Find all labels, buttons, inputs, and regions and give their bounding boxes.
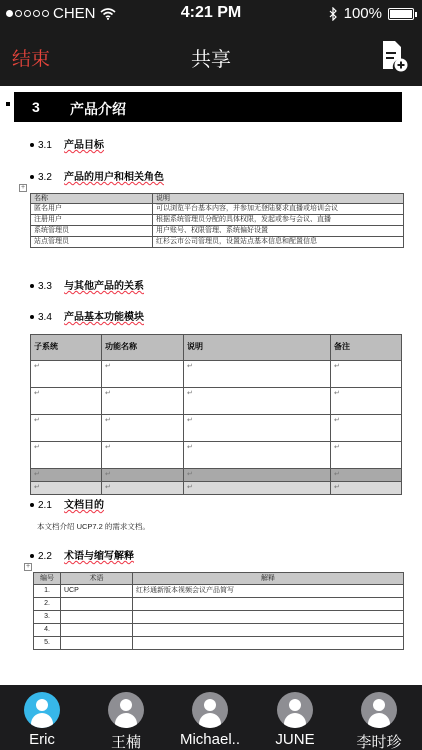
heading-3-2: 3.2 产品的用户和相关角色 xyxy=(30,168,164,183)
table-row xyxy=(31,226,404,237)
battery-percent: 100% xyxy=(343,5,382,22)
table-cell: ↵ xyxy=(331,442,402,469)
table-cell: 2. xyxy=(34,598,61,611)
table-cell: ↵ xyxy=(102,388,184,415)
avatar xyxy=(277,692,313,728)
table-cell: ↵ xyxy=(184,361,331,388)
table-cell xyxy=(133,598,404,611)
avatar xyxy=(108,692,144,728)
table-cell xyxy=(133,637,404,650)
participant-name: 王楠 xyxy=(110,734,141,750)
table-cell: 4. xyxy=(34,624,61,637)
paragraph-mark xyxy=(6,102,10,106)
table-row xyxy=(31,237,404,248)
participant-lishizhen[interactable] xyxy=(337,689,421,749)
table-row xyxy=(34,637,404,650)
table-cell: 系统管理员 xyxy=(31,226,153,237)
participant-name: Eric xyxy=(29,731,55,748)
table-header-row xyxy=(31,194,404,204)
table-row xyxy=(34,611,404,624)
roles-table xyxy=(30,193,404,248)
table-row xyxy=(31,482,402,495)
bluetooth-icon xyxy=(329,7,338,21)
battery-icon xyxy=(388,8,414,20)
column-header: 备注 xyxy=(331,335,402,361)
terms-table xyxy=(33,572,404,650)
table-cell xyxy=(61,598,133,611)
table-row xyxy=(34,624,404,637)
participant-name: Michael.. xyxy=(179,731,241,748)
table-cell: 红杉通新版本视频会议产品简写 xyxy=(133,585,404,598)
bullet xyxy=(30,554,34,558)
table-cell: 1. xyxy=(34,585,61,598)
table-cell: 3. xyxy=(34,611,61,624)
table-cell: ↵ xyxy=(102,442,184,469)
status-bar xyxy=(0,0,422,28)
heading-2-2: 2.2 术语与缩写解释 xyxy=(30,547,134,562)
participant-wangnan[interactable] xyxy=(84,689,168,749)
status-time: 4:21 PM xyxy=(180,4,242,21)
heading-1 xyxy=(14,92,402,122)
table-cell: 注册用户 xyxy=(31,215,153,226)
table-cell xyxy=(61,624,133,637)
table-header-row xyxy=(31,335,402,361)
column-header: 术语 xyxy=(61,573,133,585)
heading-2-1: 2.1 文档目的 xyxy=(30,496,104,511)
table-cell: 匿名用户 xyxy=(31,204,153,215)
participant-eric[interactable] xyxy=(0,689,84,749)
table-cell: 5. xyxy=(34,637,61,650)
table-cell: ↵ xyxy=(184,469,331,482)
participant-june[interactable] xyxy=(253,689,337,749)
carrier-name: CHEN xyxy=(53,5,96,22)
table-move-handle[interactable]: + xyxy=(20,184,26,191)
nav-bar xyxy=(0,28,422,86)
table-cell xyxy=(61,637,133,650)
table-cell: 用户账号、权限管理、系统偏好设置 xyxy=(153,226,404,237)
participants-bar xyxy=(0,685,422,750)
heading-3-3: 3.3 与其他产品的关系 xyxy=(30,277,144,292)
table-cell: ↵ xyxy=(184,482,331,495)
table-cell xyxy=(133,611,404,624)
bullet xyxy=(30,503,34,507)
column-header: 名称 xyxy=(31,194,153,204)
column-header: 功能名称 xyxy=(102,335,184,361)
table-cell: ↵ xyxy=(184,442,331,469)
table-cell: 红杉云市公司管理员，设置站点基本信息和配置信息 xyxy=(153,237,404,248)
heading-1-number: 3 xyxy=(32,99,40,115)
table-cell xyxy=(133,624,404,637)
table-row xyxy=(34,598,404,611)
avatar xyxy=(192,692,228,728)
table-cell: 可以浏览平台基本内容，并参加无登陆要求直播或培训会议 xyxy=(153,204,404,215)
table-cell: ↵ xyxy=(31,361,102,388)
column-header: 子系统 xyxy=(31,335,102,361)
table-row xyxy=(31,469,402,482)
avatar xyxy=(361,692,397,728)
column-header: 说明 xyxy=(153,194,404,204)
table-cell: ↵ xyxy=(31,442,102,469)
table-cell: UCP xyxy=(61,585,133,598)
participant-name: JUNE xyxy=(275,731,315,748)
heading-3-4: 3.4 产品基本功能模块 xyxy=(30,308,144,323)
table-cell xyxy=(61,611,133,624)
bullet xyxy=(30,175,34,179)
table-cell: 根据系统管理员分配的具体权限，发起或参与会议、直播 xyxy=(153,215,404,226)
shared-document[interactable] xyxy=(0,86,422,685)
table-cell: ↵ xyxy=(102,361,184,388)
document-plus-icon[interactable] xyxy=(380,40,408,72)
end-share-button[interactable]: 结束 xyxy=(12,49,51,70)
heading-1-text: 产品介绍 xyxy=(70,101,126,117)
table-row xyxy=(31,442,402,469)
nav-title: 共享 xyxy=(191,49,231,71)
modules-table xyxy=(30,334,402,495)
status-right xyxy=(329,5,414,22)
table-cell: ↵ xyxy=(31,388,102,415)
table-cell: ↵ xyxy=(102,482,184,495)
table-header-row xyxy=(34,573,404,585)
table-cell: ↵ xyxy=(331,415,402,442)
purpose-paragraph: 本文档介绍 UCP7.2 的需求文档。 xyxy=(37,522,150,531)
table-cell: ↵ xyxy=(184,415,331,442)
table-row xyxy=(31,415,402,442)
column-header: 解释 xyxy=(133,573,404,585)
table-cell: ↵ xyxy=(331,388,402,415)
table-cell: ↵ xyxy=(31,482,102,495)
table-row xyxy=(31,361,402,388)
table-cell: ↵ xyxy=(331,482,402,495)
table-row xyxy=(31,215,404,226)
avatar xyxy=(24,692,60,728)
table-cell: ↵ xyxy=(184,388,331,415)
table-cell: ↵ xyxy=(31,469,102,482)
table-row xyxy=(31,204,404,215)
bullet xyxy=(30,143,34,147)
table-move-handle[interactable]: + xyxy=(25,563,31,570)
participant-name: 李时珍 xyxy=(356,734,402,750)
table-cell: 站点管理员 xyxy=(31,237,153,248)
bullet xyxy=(30,315,34,319)
table-row xyxy=(31,388,402,415)
column-header: 编号 xyxy=(34,573,61,585)
table-cell: ↵ xyxy=(331,361,402,388)
table-row xyxy=(34,585,404,598)
column-header: 说明 xyxy=(184,335,331,361)
table-cell: ↵ xyxy=(31,415,102,442)
bullet xyxy=(30,284,34,288)
table-cell: ↵ xyxy=(331,469,402,482)
participant-michael[interactable] xyxy=(168,689,252,749)
table-cell: ↵ xyxy=(102,415,184,442)
table-cell: ↵ xyxy=(102,469,184,482)
heading-3-1: 3.1 产品目标 xyxy=(30,136,104,151)
